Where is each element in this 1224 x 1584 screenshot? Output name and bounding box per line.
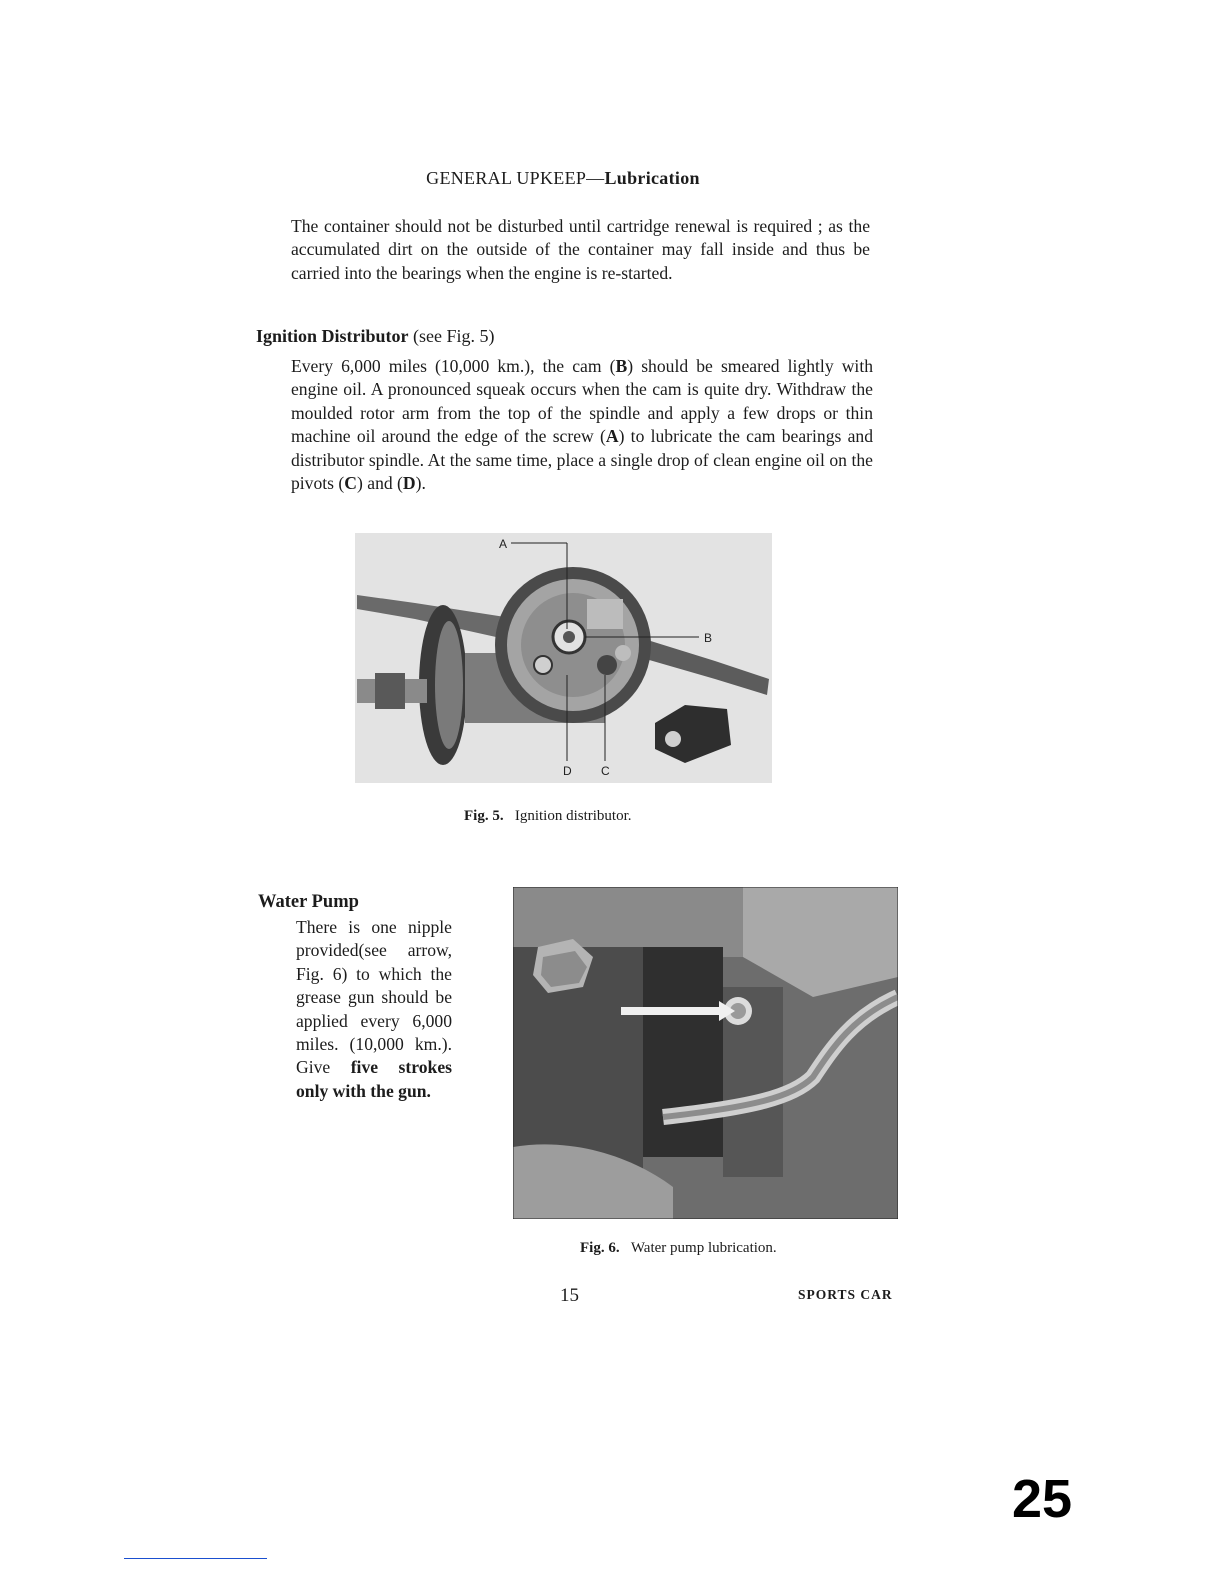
ignition-heading [256,326,495,347]
fig5-label-b: B [704,631,713,645]
figure-5-caption-label: Fig. 5. [464,808,504,824]
ignition-text: ) should be smeared lightly with engine oil. A pronounced squeak occurs when the cam is quite dry. Withdraw the moulded rotor arm from the top of the spindle and apply a few drops or thin machine oil around the edge of the screw ( [291,356,874,447]
ignition-key-c: C [344,473,357,494]
footer-rule [124,1558,267,1559]
fig5-label-c: C [601,764,610,778]
intro-paragraph: The container should not be disturbed until cartridge renewal is required ; as the accumulated dirt on the outside of the container may fall inside and thus be carried into the bearings when the engine is re-started. [291,216,870,283]
ignition-text: ) to lubricate the cam bearings and distributor spindle. At the same time, place a single drop of clean engine oil on the pivots ( [291,426,874,494]
ignition-heading-ref: (see Fig. 5) [408,326,495,346]
water-pump-photo [513,887,898,1219]
ignition-heading-title: Ignition Distributor [256,326,409,346]
header-topic: Lubrication [604,168,700,188]
page-number: 15 [560,1285,579,1306]
ignition-text: Every 6,000 miles (10,000 km.), the cam ( [291,356,616,376]
ignition-key-a: A [605,426,619,447]
figure-6-image [513,887,898,1219]
figure-6-caption [580,1240,777,1257]
water-pump-heading: Water Pump [258,892,359,912]
ignition-text: ) and ( [357,473,403,494]
header-section: GENERAL UPKEEP— [426,168,605,188]
figure-5-caption-text: Ignition distributor. [514,808,632,824]
distributor-illustration [355,533,772,783]
water-pump-text: There is one nipple provided(see arrow, Fig. 6) to which the grease gun should be applied every 6,000 miles. (10,000 km.). Give [296,917,452,1078]
water-pump-emphasis: five strokes only with the gun. [296,1057,452,1101]
page-header [0,168,1126,189]
ignition-key-b: B [615,356,628,376]
figure-5-image [355,533,772,783]
fig5-label-a: A [499,537,508,551]
figure-5-caption [464,808,632,825]
ignition-text: ). [415,473,426,494]
ignition-paragraph [291,355,873,495]
figure-6-caption-label: Fig. 6. [580,1240,620,1256]
water-pump-paragraph [296,916,452,1103]
footer-brand: SPORTS CAR [798,1287,893,1302]
fig5-label-d: D [563,764,572,778]
figure-6-caption-text: Water pump lubrication. [630,1240,777,1256]
sheet-number: 25 [1012,1469,1073,1529]
ignition-key-d: D [402,473,416,494]
